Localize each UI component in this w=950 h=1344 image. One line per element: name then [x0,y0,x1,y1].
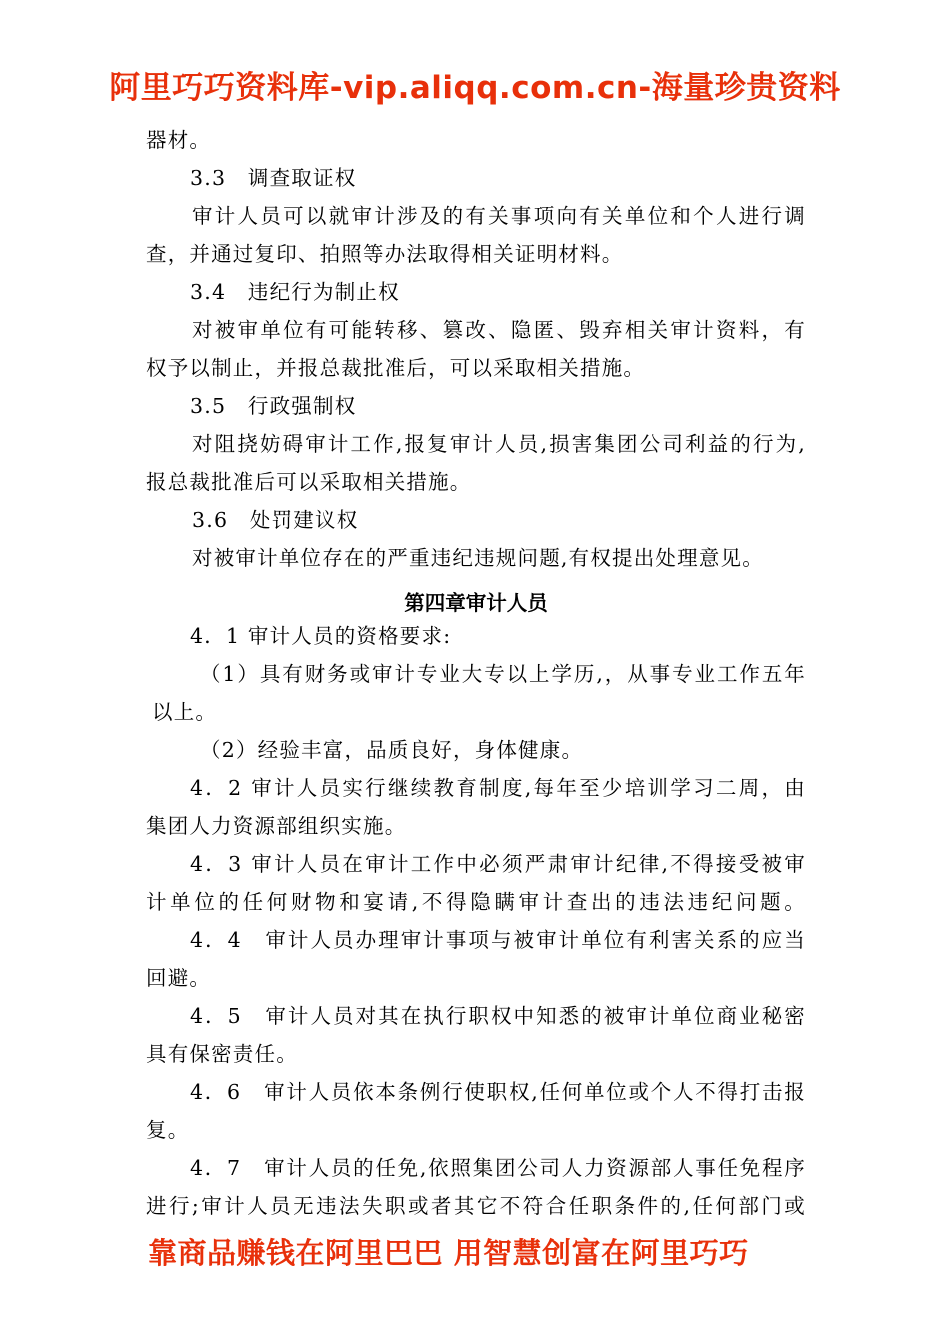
text-line: 复。 [146,1118,190,1142]
text-line: 4．3 审计人员在审计工作中必须严肃审计纪律,不得接受被审 [190,852,806,876]
text-line: 集团人力资源部组织实施。 [146,814,407,838]
text-line: 权予以制止，并报总裁批准后，可以采取相关措施。 [146,356,646,380]
section-heading: 3.4 违纪行为制止权 [190,280,400,304]
section-heading: 3.3 调查取证权 [190,166,357,190]
text-line: 对阻挠妨碍审计工作,报复审计人员,损害集团公司利益的行为, [192,432,806,456]
text-line: 回避。 [146,966,212,990]
list-item: （2）经验丰富，品质良好，身体健康。 [200,738,584,762]
text-line: 器材。 [146,128,212,152]
text-line: 具有保密责任。 [146,1042,298,1066]
text-line: 4．5 审计人员对其在执行职权中知悉的被审计单位商业秘密 [190,1004,806,1028]
text-line: 以上。 [152,700,218,724]
footer-banner: 靠商品赚钱在阿里巴巴 用智慧创富在阿里巧巧 [148,1236,749,1270]
list-item: （1）具有财务或审计专业大专以上学历,，从事专业工作五年 [200,662,806,686]
text-line: 计单位的任何财物和宴请,不得隐瞒审计查出的违法违纪问题。 [146,890,806,914]
text-line: 4．2 审计人员实行继续教育制度,每年至少培训学习二周，由 [190,776,806,800]
section-heading: 4．1 审计人员的资格要求: [190,624,452,648]
chapter-title: 第四章审计人员 [404,591,548,615]
text-line: 4．4 审计人员办理审计事项与被审计单位有利害关系的应当 [190,928,806,952]
text-line: 查，并通过复印、拍照等办法取得相关证明材料。 [146,242,624,266]
section-heading: 3.6 处罚建议权 [192,508,359,532]
section-heading: 3.5 行政强制权 [190,394,357,418]
text-line: 对被审计单位存在的严重违纪违规问题,有权提出处理意见。 [192,546,764,570]
text-line: 4．7 审计人员的任免,依照集团公司人力资源部人事任免程序 [190,1156,806,1180]
text-line: 进行;审计人员无违法失职或者其它不符合任职条件的,任何部门或 [146,1194,806,1218]
text-line: 对被审单位有可能转移、篡改、隐匿、毁弃相关审计资料，有 [192,318,806,342]
header-banner: 阿里巧巧资料库-vip.aliqq.com.cn-海量珍贵资料 [109,70,841,106]
text-line: 审计人员可以就审计涉及的有关事项向有关单位和个人进行调 [192,204,806,228]
text-line: 4．6 审计人员依本条例行使职权,任何单位或个人不得打击报 [190,1080,806,1104]
text-line: 报总裁批准后可以采取相关措施。 [146,470,472,494]
